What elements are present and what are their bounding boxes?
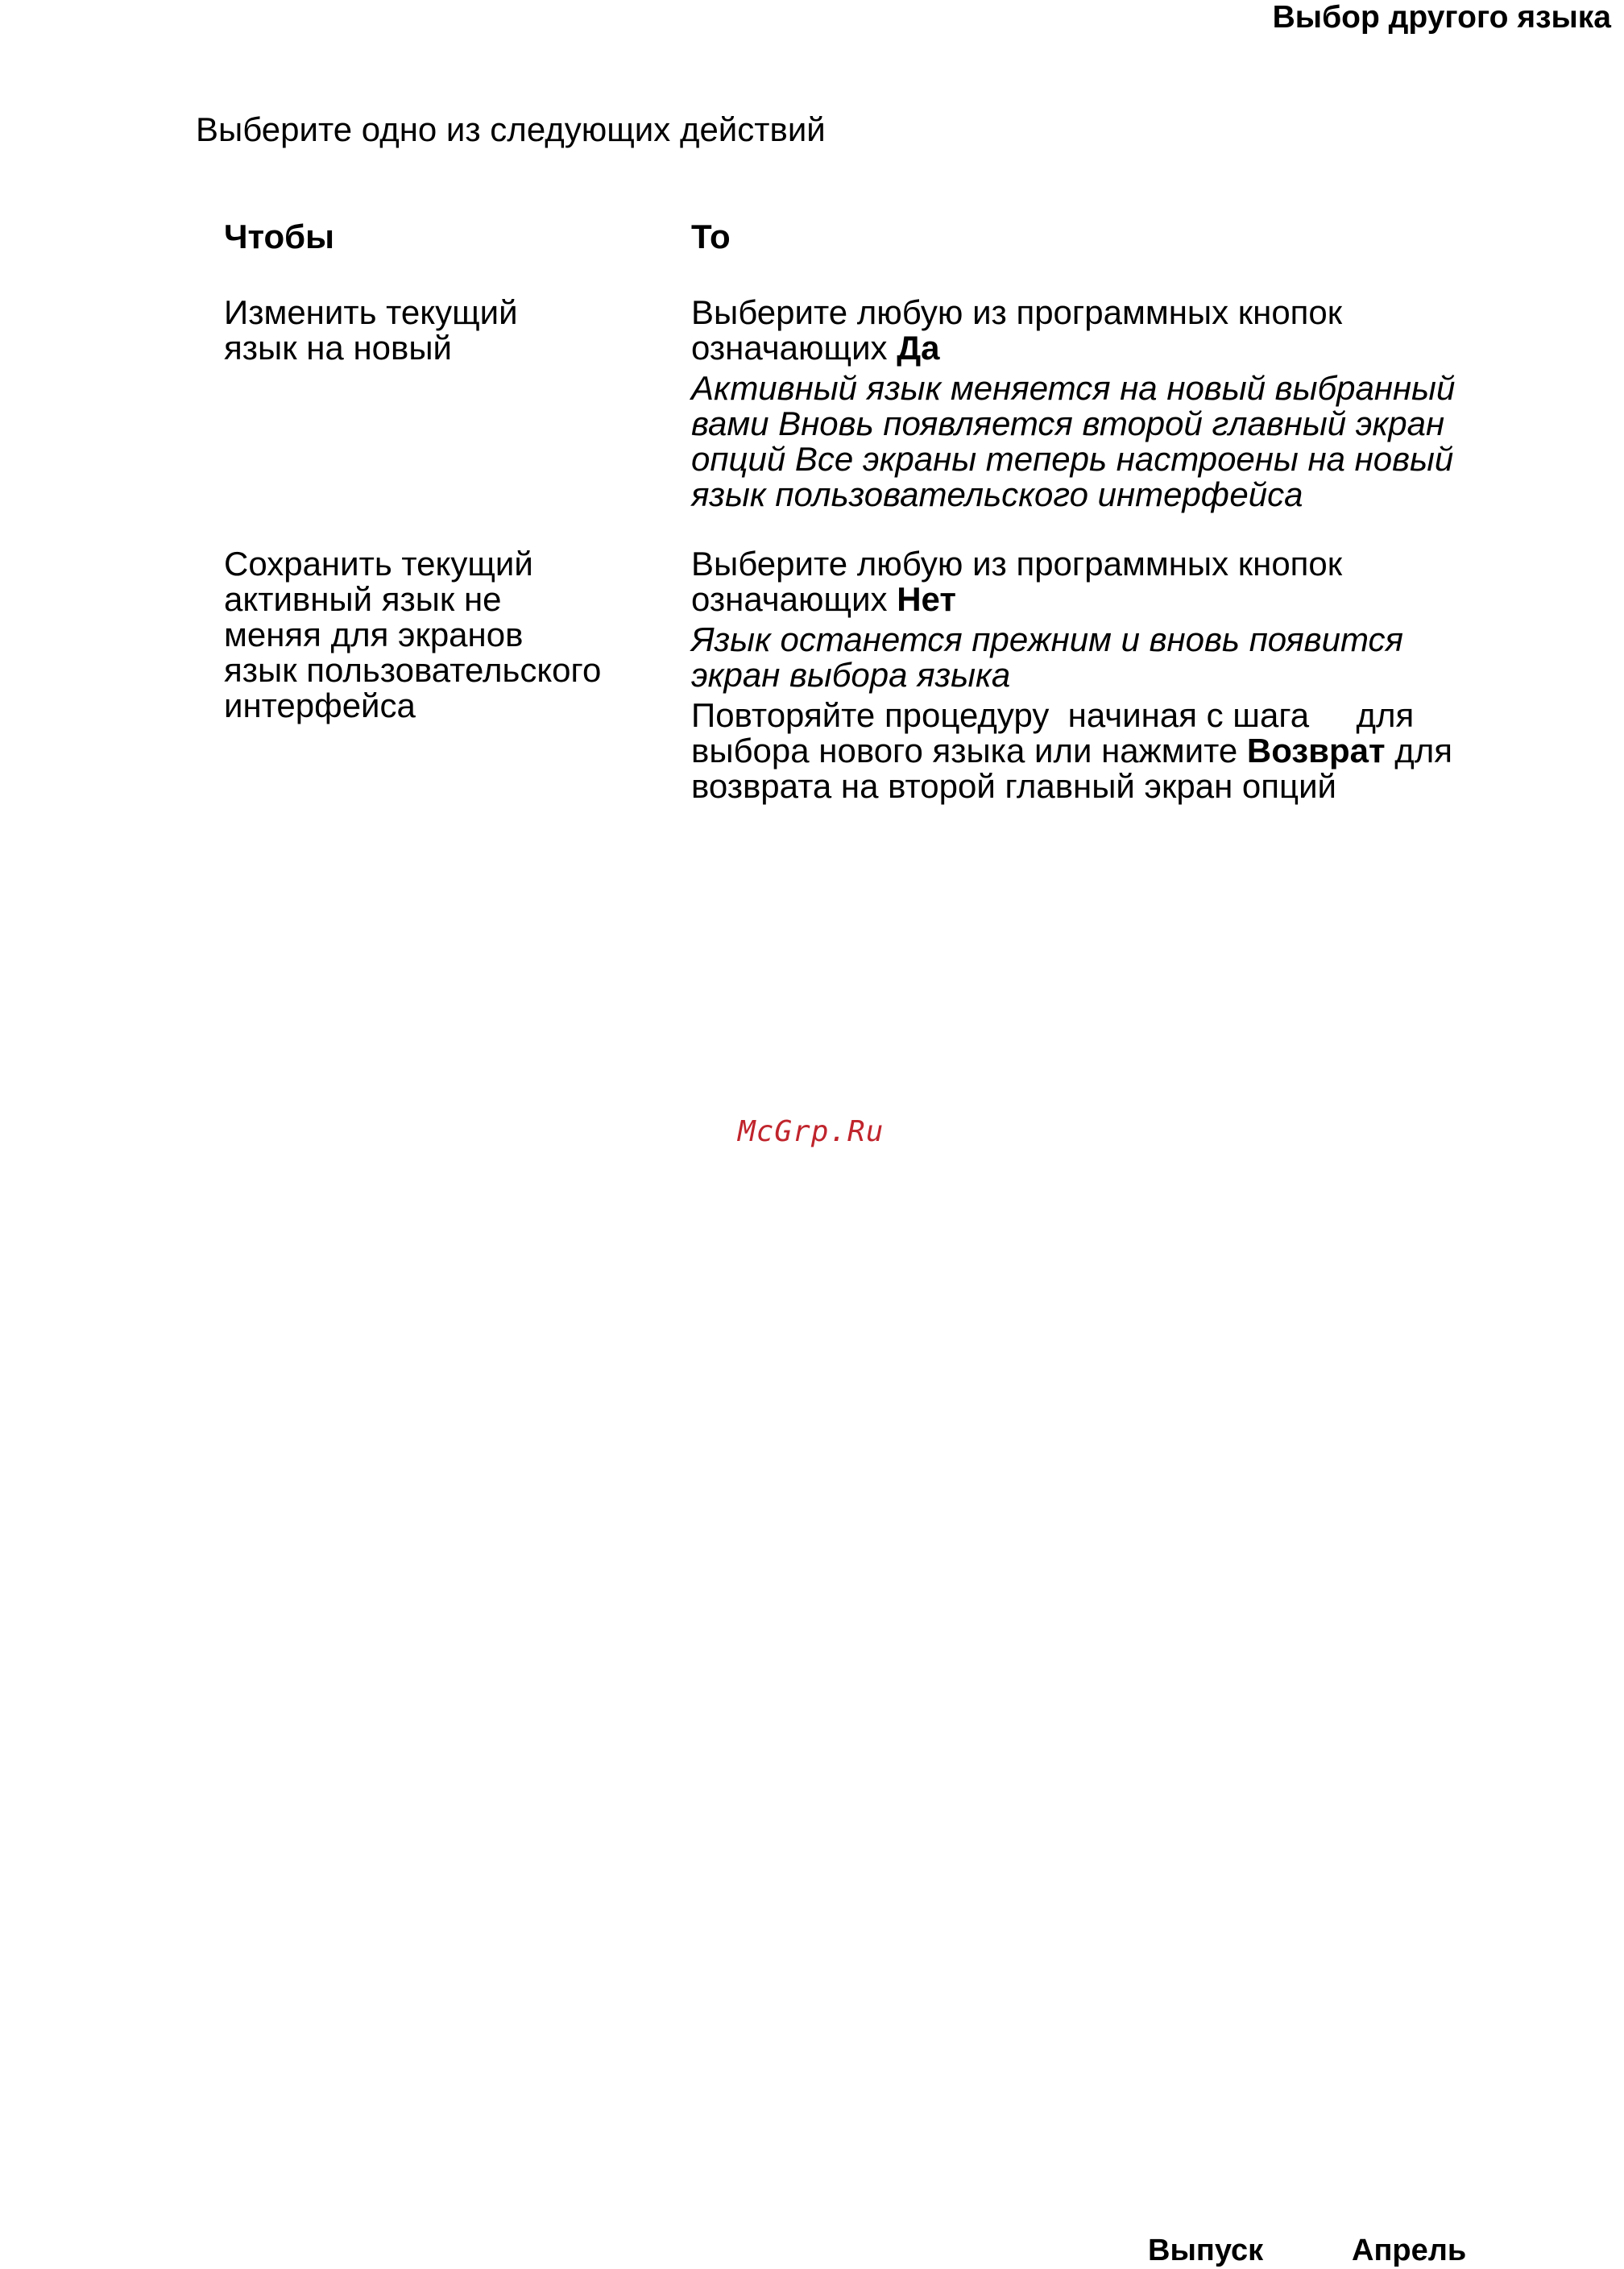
row-extra-text: выбора нового языка или нажмите: [691, 732, 1247, 769]
row-action-line: [691, 330, 1513, 366]
row-goal-line: активный язык не: [224, 580, 502, 618]
row-note-line: Активный язык меняется на новый выбранный: [691, 369, 1456, 407]
row-action-line: Выберите любую из программных кнопок: [691, 545, 1343, 583]
row-goal-line: меняя для экранов: [224, 616, 524, 653]
row-action: [691, 295, 1513, 512]
row-note-line: Язык останется прежним и вновь появится: [691, 620, 1403, 658]
row-extra-line: возврата на второй главный экран опций: [691, 767, 1337, 805]
row-action-line: [691, 582, 1513, 617]
row-note-line: вами Вновь появляется второй главный экран: [691, 404, 1445, 442]
row-action: [691, 546, 1513, 804]
intro-text: Выберите одно из следующих действий: [196, 110, 826, 148]
row-goal: [224, 546, 675, 724]
footer-release: Выпуск: [1148, 2234, 1264, 2267]
column-header-goal: Чтобы: [224, 218, 334, 255]
row-goal-line: Сохранить текущий: [224, 545, 533, 583]
row-goal-line: язык пользовательского: [224, 651, 602, 689]
row-goal-line: интерфейса: [224, 687, 416, 724]
row-goal-line: Изменить текущий: [224, 293, 518, 331]
row-note: [691, 622, 1513, 693]
row-extra: [691, 698, 1513, 804]
row-goal: [224, 295, 675, 366]
row-action-line: Выберите любую из программных кнопок: [691, 293, 1343, 331]
column-header-action: То: [691, 218, 731, 255]
watermark: McGrp.Ru: [738, 1115, 884, 1148]
softkey-no-label: Нет: [897, 580, 956, 618]
row-note-line: опций Все экраны теперь настроены на новый: [691, 440, 1454, 478]
row-note: [691, 371, 1513, 512]
row-note-line: язык пользовательского интерфейса: [691, 475, 1303, 513]
footer-month: Апрель: [1352, 2234, 1467, 2267]
row-action-text: означающих: [691, 580, 897, 618]
return-key-label: Возврат: [1246, 732, 1386, 769]
softkey-yes-label: Да: [897, 329, 940, 367]
row-action-text: означающих: [691, 329, 897, 367]
row-goal-line: язык на новый: [224, 329, 452, 367]
row-extra-line: Повторяйте процедуру начиная с шага для: [691, 696, 1415, 734]
row-extra-text: для: [1385, 732, 1453, 769]
page-title: Выбор другого языка: [1272, 0, 1611, 35]
row-note-line: экран выбора языка: [691, 656, 1011, 694]
row-extra-line: [691, 733, 1513, 769]
